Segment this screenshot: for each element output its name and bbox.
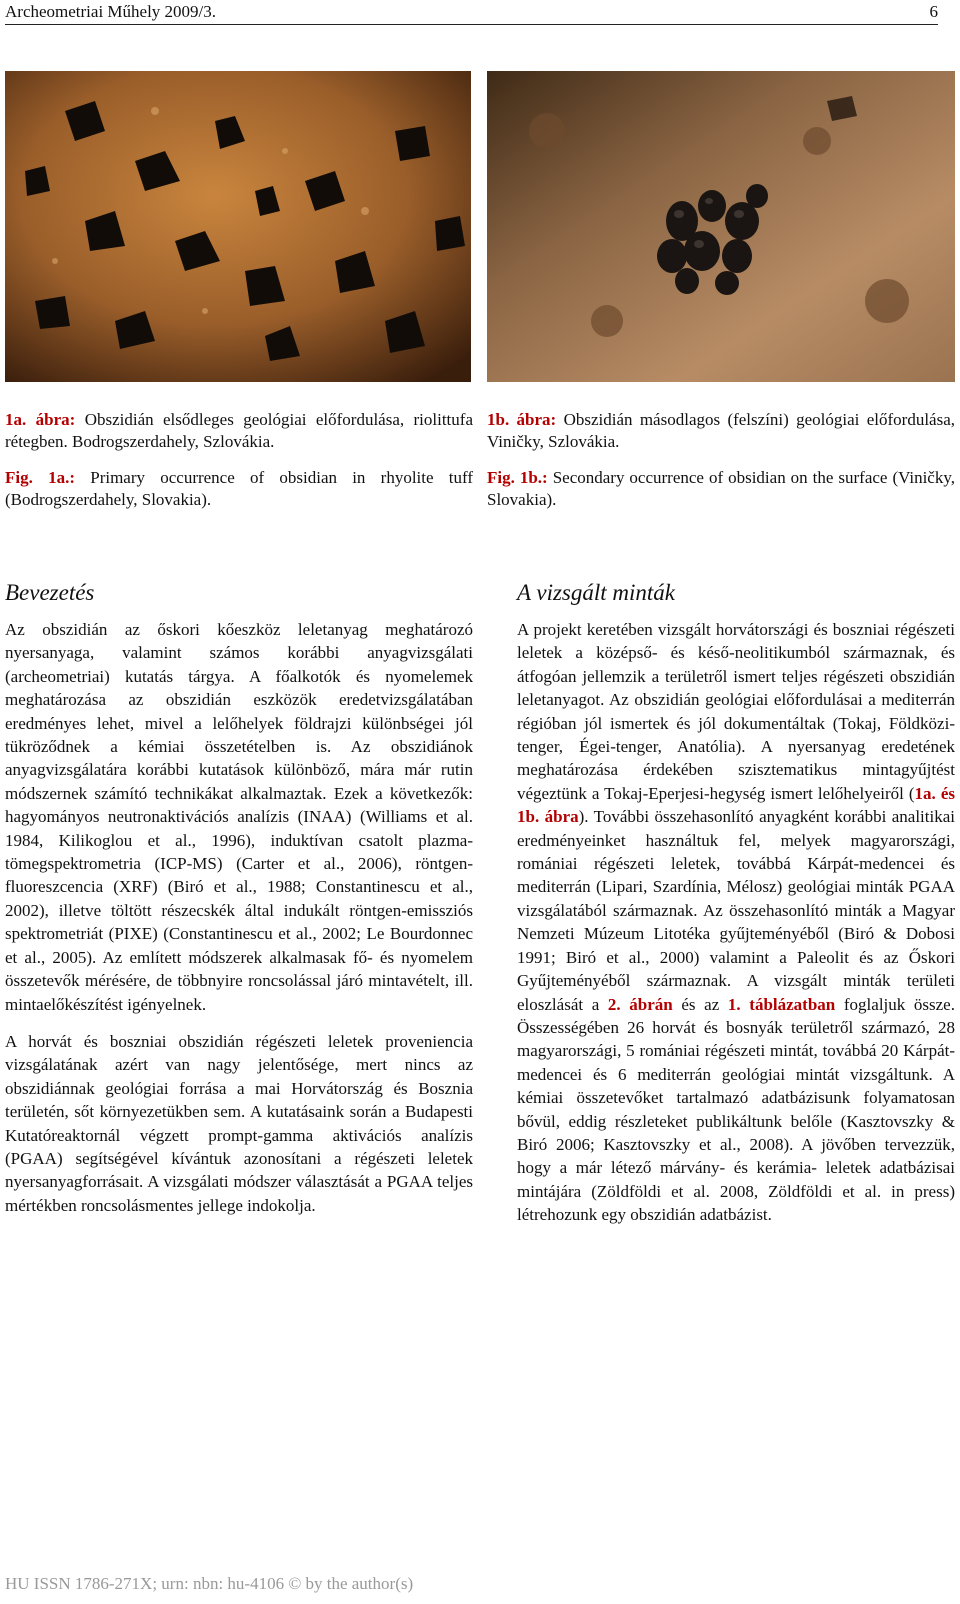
section-samples bbox=[517, 580, 955, 1227]
caption-text: Obszidián másodlagos (felszíni) geológiai előfordulása, Viničky, Szlovákia. bbox=[487, 410, 956, 451]
paragraph bbox=[517, 618, 955, 1227]
section-heading: A vizsgált minták bbox=[517, 580, 676, 605]
photo-primary-occurrence bbox=[5, 71, 471, 382]
page-footer: HU ISSN 1786-271X; urn: nbn: hu-4106 © by the author(s) bbox=[5, 1574, 414, 1593]
paragraph: A horvát és boszniai obszidián régészeti leletek proveniencia vizsgálatának azért van nagy jelentősége, mert nincs az obszidiánnak geológiai forrása a mai Horvátország és Bosznia területén, sőt környezetükben sem. A kutatásaink során a Budapesti Kutatóreaktornál végzett prompt-gamma aktivációs analízis (PGAA) segítségével kívántuk azonosítani a régészeti leletek nyersanyagforrásait. A vizsgálati módszer választását a PGAA teljes mértékben roncsolásmentes jellege indokolja. bbox=[5, 1031, 473, 1215]
caption-english bbox=[487, 467, 955, 511]
caption-english bbox=[5, 467, 473, 511]
paragraph-text: foglaljuk össze. Összességében 26 horvát és bosnyák területről származó, 28 magyarországi, 5 romániai régészeti mintát, továbbá 20 Kárpát-medencei és 6 mediterrán geológiai mintát vizsgáltunk. A kémiai összetevőket tartalmazó adatbázisunk folyamatosan bővül, eddig részleteket publikáltunk belőle (Kasztovszky & Biró 2006; Kasztovszky et al., 2008). A jövőben tervezzük, hogy a már létező márvány- és kerámia- leletek adatbázisai mintájára (Zöldföldi et al. 2008, Zöldföldi et al. in press) létrehozunk egy obszidián adatbázist. bbox=[517, 994, 955, 1225]
caption-label: Fig. 1b.: bbox=[487, 468, 548, 487]
table-reference-link[interactable]: 1. táblázatban bbox=[727, 994, 836, 1014]
caption-hungarian bbox=[5, 409, 473, 453]
figure-reference-link[interactable]: 1a. és 1b. ábra bbox=[517, 783, 955, 827]
caption-hungarian bbox=[487, 409, 955, 453]
caption-label: 1b. ábra: bbox=[487, 410, 557, 429]
section-introduction bbox=[5, 580, 473, 1217]
figure-reference-link[interactable]: 2. ábrán bbox=[607, 994, 673, 1014]
caption-text: Obszidián elsődleges geológiai előfordulása, riolittufa rétegben. Bodrogszerdahely, Szlovákia. bbox=[5, 410, 473, 451]
page-number: 6 bbox=[929, 2, 938, 21]
photo-secondary-occurrence bbox=[487, 71, 955, 382]
running-header bbox=[5, 2, 938, 25]
caption-label: 1a. ábra: bbox=[5, 410, 76, 429]
caption-label: Fig. 1a.: bbox=[5, 468, 75, 487]
journal-title: Archeometriai Műhely 2009/3. bbox=[5, 2, 217, 21]
paragraph-text: és az bbox=[672, 994, 728, 1014]
paragraph-text: A projekt keretében vizsgált horvátországi és boszniai régészeti leletek a középső- és késő-neolitikumból származnak, és átfogóan jellemzik a területről ismert teljes régészeti obszidián leletanyagot. Az obszidián geológiai előfordulásai a mediterrán régióban jól ismertek és jól dokumentáltak (Tokaj, Földközi-tenger, Égei-tenger, Anatólia). A nyersanyag eredetének meghatározása érdekében szisztematikus mintagyűjtést végeztünk a Tokaj-Eperjesi-hegység ismert lelőhelyeiről ( bbox=[517, 620, 955, 803]
figure-caption-1b bbox=[487, 409, 955, 511]
section-heading: Bevezetés bbox=[5, 580, 95, 605]
caption-text: Secondary occurrence of obsidian on the surface (Viničky, Slovakia). bbox=[487, 468, 955, 509]
paragraph-text: ). További összehasonlító anyagként korábbi analitikai eredményeinket használtuk fel, melyek magyarországi, romániai régészeti leletek, továbbá Kárpát-medencei és mediterrán (Lipari, Szardínia, Mélosz) geológiai minták PGAA vizsgálatából származnak. Az összehasonlító minták a Magyar Nemzeti Múzeum Litotéka gyűjteményéből (Biró & Dobosi 1991; Biró et al., 2000) valamint a Paleolit és az Őskori Gyűjteményéből származnak. A vizsgált minták területi eloszlását a bbox=[517, 807, 955, 1014]
paragraph: Az obszidián az őskori kőeszköz leletanyag meghatározó nyersanyaga, valamint számos korábbi anyagvizsgálati (archeometriai) kutatás tárgya. A főalkotók és nyomelemek meghatározása az obszidián eszközök eredetvizsgálatában eredményes lehet, mivel a lelőhelyek földrajzi különbségei jól tükröződnek a kémiai összetételben is. Az obszidiánok anyagvizsgálatára korábbi kutatások különböző, mára már rutin módszernek számító technikákat alkalmaztak. Ezek a következők: hagyományos neutronaktivációs analízis (INAA) (Williams et al. 1984, Kilikoglou et al., 1996), induktívan csatolt plazma-tömegspektrometria (ICP-MS) (Carter et al., 2006), röntgen-fluoreszcencia (XRF) (Biró et al., 1988; Constantinescu et al., 2002), illetve töltött részecskék által indukált röntgen-emissziós spektrometriát (PIXE) (Constantinescu et al., 2002; Le Bourdonnec et al., 2005). Az említett módszerek alkalmasak fő- és nyomelem összetevők mérésére, de többnyire roncsolással járó mintavételt, ill. mintaelőkészítést igényelnek. bbox=[5, 620, 473, 1014]
caption-text: Primary occurrence of obsidian in rhyolite tuff (Bodrogszerdahely, Slovakia). bbox=[5, 468, 473, 509]
figure-caption-1a bbox=[5, 409, 473, 511]
